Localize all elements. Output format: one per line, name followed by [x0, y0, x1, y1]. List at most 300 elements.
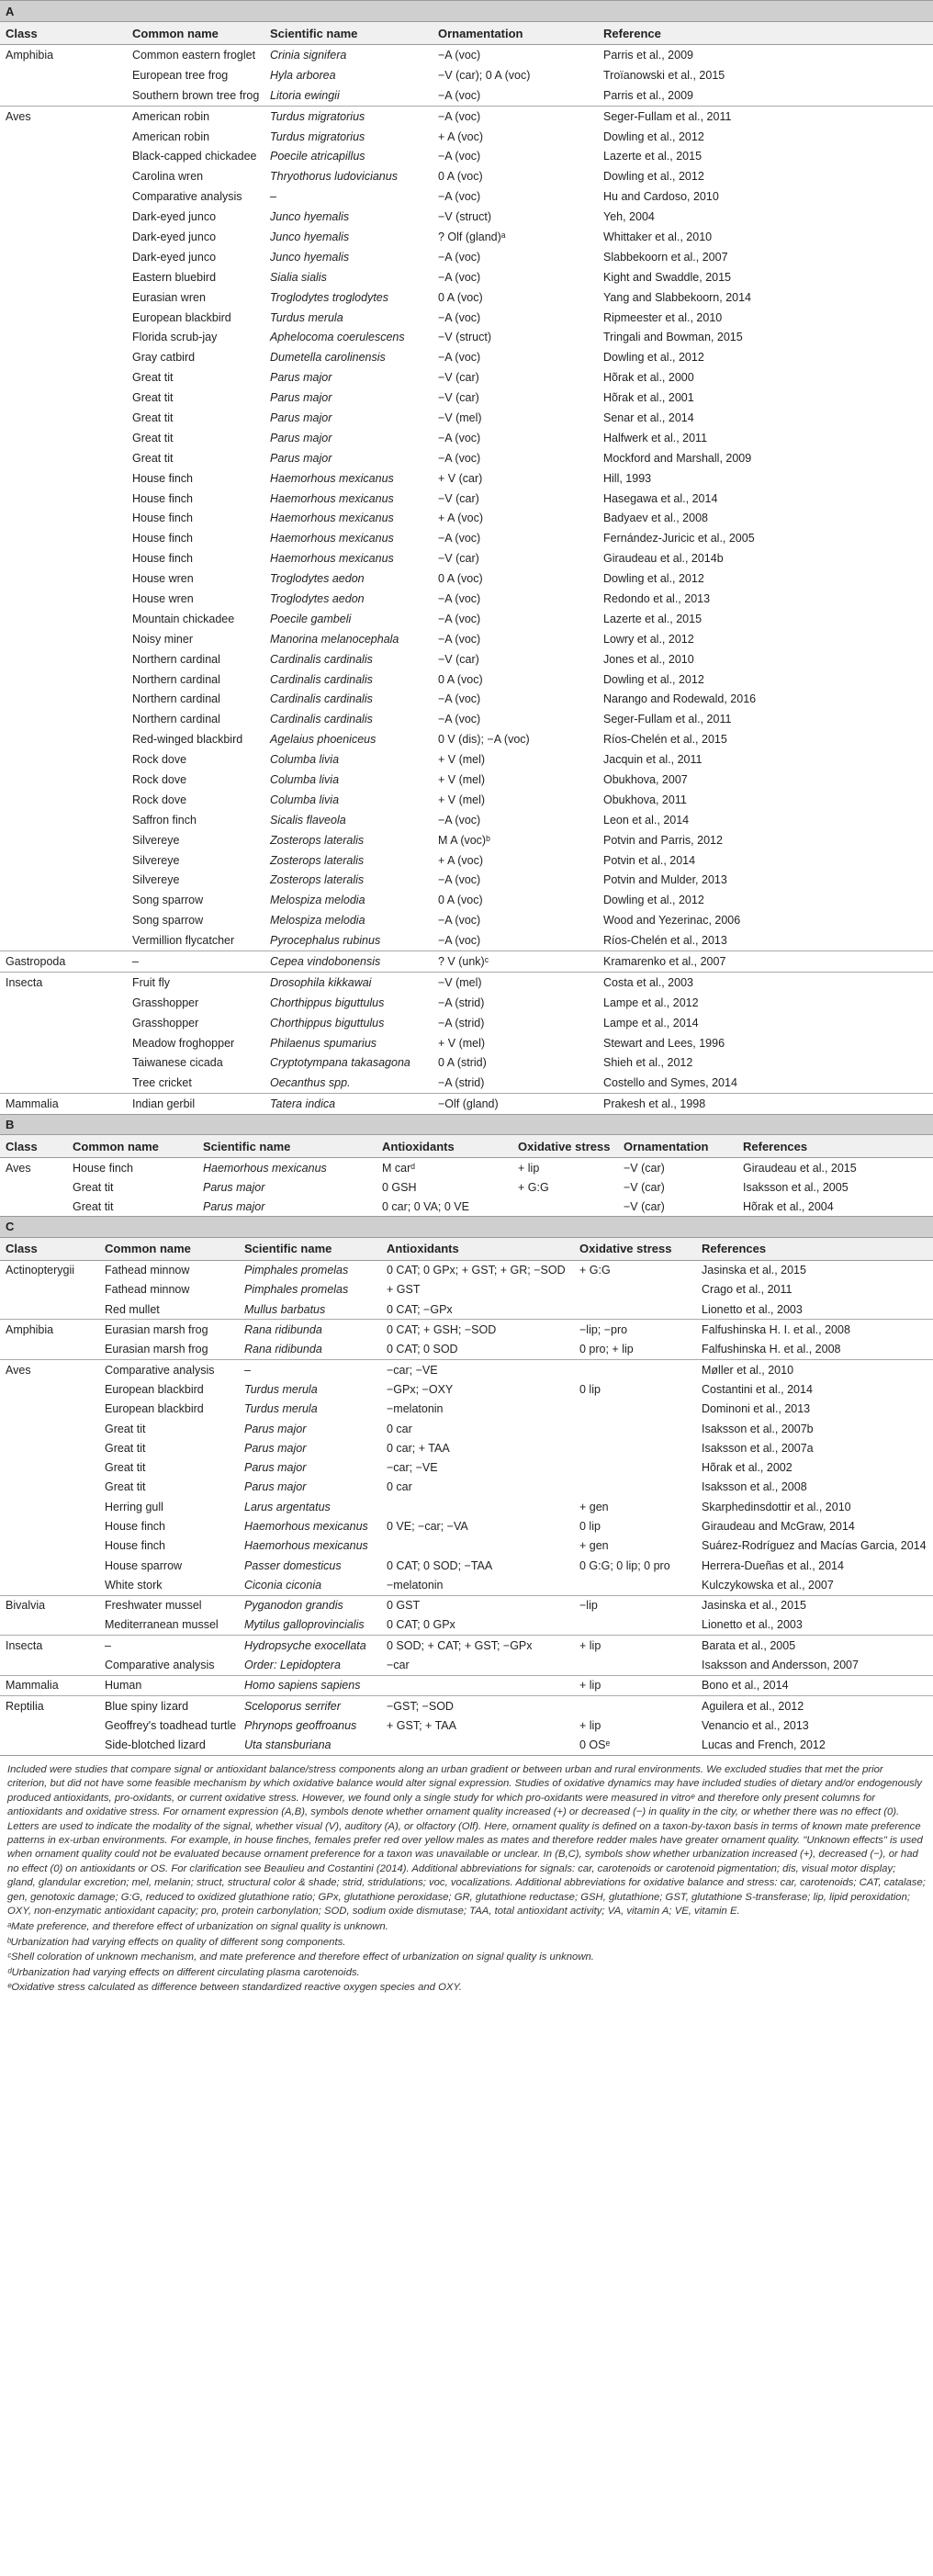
table-cell: −V (struct)	[438, 331, 491, 344]
table-cell: Hõrak et al., 2001	[603, 391, 694, 405]
table-cell: House finch	[132, 532, 194, 546]
table-cell: Carolina wren	[132, 170, 204, 184]
table-cell: Florida scrub-jay	[132, 331, 218, 344]
table-cell	[0, 609, 127, 629]
table-cell: Dowling et al., 2012	[603, 572, 704, 586]
table-cell	[0, 327, 127, 347]
table-cell: Costa et al., 2003	[598, 972, 933, 992]
table-cell	[0, 388, 127, 408]
table-cell: −A (voc)	[433, 106, 598, 126]
table-row	[0, 287, 933, 308]
column-header: Class	[0, 1135, 67, 1158]
table-cell: Narango and Rodewald, 2016	[603, 692, 757, 706]
table-cell	[0, 508, 127, 528]
table-cell: Junco hyemalis	[270, 210, 350, 224]
table-cell: Northern cardinal	[132, 672, 220, 686]
table-cell	[0, 65, 127, 85]
section-label: B	[0, 1115, 933, 1135]
table-cell	[0, 649, 127, 669]
table-cell: Vermillion flycatcher	[132, 934, 235, 948]
table-cell: Shieh et al., 2012	[603, 1056, 693, 1070]
table-cell: House wren	[132, 591, 194, 605]
table-cell	[0, 1438, 99, 1457]
table-cell: Noisy miner	[132, 632, 193, 646]
table-cell: Bono et al., 2014	[696, 1675, 933, 1695]
table-row	[0, 589, 933, 609]
table-cell: House wren	[132, 572, 194, 586]
column-header: Antioxidants	[377, 1135, 512, 1158]
table-cell: Insecta	[0, 972, 127, 992]
table-cell: −A (voc)	[438, 48, 481, 62]
table-cell: Geoffrey's toadhead turtle	[105, 1718, 237, 1732]
table-cell: −V (car)	[438, 491, 479, 505]
table-cell: Rana ridibunda	[244, 1343, 322, 1356]
table-row	[0, 1457, 933, 1477]
table-cell: Uta stansburiana	[244, 1738, 332, 1752]
table-cell	[381, 1675, 574, 1695]
table-row	[0, 871, 933, 891]
table-cell	[0, 871, 127, 891]
table-cell: Venancio et al., 2013	[702, 1718, 809, 1732]
table-cell	[0, 1053, 127, 1074]
table-cell: Prakesh et al., 1998	[598, 1094, 933, 1114]
table-cell	[574, 1359, 696, 1379]
table-cell: Seger-Fullam et al., 2011	[598, 106, 933, 126]
table-cell	[0, 810, 127, 830]
table-row	[0, 1478, 933, 1497]
table-cell	[381, 1536, 574, 1556]
table-cell: −lip; −pro	[574, 1320, 696, 1340]
table-row	[0, 629, 933, 649]
table-row	[0, 850, 933, 871]
table-cell: Falfushinska H. et al., 2008	[702, 1343, 841, 1356]
column-header: Scientific name	[264, 22, 433, 45]
table-cell	[574, 1478, 696, 1497]
table-cell: European blackbird	[132, 310, 231, 324]
table-cell: 0 A (voc)	[438, 572, 483, 586]
table-cell: Senar et al., 2014	[603, 411, 694, 424]
table-cell: + gen	[579, 1500, 609, 1513]
table-cell: Pyganodon grandis	[239, 1595, 381, 1615]
table-cell	[0, 287, 127, 308]
table-cell: Kight and Swaddle, 2015	[603, 270, 731, 284]
table-cell: 0 lip	[579, 1520, 601, 1533]
table-row	[0, 1197, 933, 1216]
column-header: References	[696, 1237, 933, 1260]
table-cell: Potvin and Parris, 2012	[603, 833, 723, 847]
column-header: Ornamentation	[618, 1135, 737, 1158]
table-cell: Aves	[0, 106, 127, 126]
table-cell: −A (voc)	[438, 150, 481, 163]
table-cell: Ríos-Chelén et al., 2015	[603, 733, 727, 747]
table-cell: Lionetto et al., 2003	[702, 1302, 803, 1316]
table-cell: 0 A (voc)	[438, 170, 483, 184]
table-cell	[0, 428, 127, 448]
table-cell	[0, 528, 127, 548]
table-cell: Mammalia	[0, 1675, 99, 1695]
table-cell	[0, 1536, 99, 1556]
table-cell: Lazerte et al., 2015	[603, 612, 703, 625]
table-row	[0, 1736, 933, 1755]
table-cell: European blackbird	[105, 1402, 204, 1416]
table-cell: Northern cardinal	[132, 692, 220, 706]
table-cell	[0, 1280, 99, 1299]
table-cell: Rock dove	[132, 793, 187, 806]
table-cell: Jones et al., 2010	[603, 652, 694, 666]
table-cell: Cardinalis cardinalis	[270, 713, 373, 726]
table-cell: Human	[99, 1675, 239, 1695]
table-cell	[0, 1340, 99, 1360]
table-cell: Mockford and Marshall, 2009	[603, 451, 752, 465]
table-row	[0, 468, 933, 489]
table-cell	[574, 1299, 696, 1320]
table-cell: 0 G:G; 0 lip; 0 pro	[579, 1558, 670, 1572]
table-cell: House finch	[132, 491, 194, 505]
table-cell	[0, 930, 127, 951]
table-cell: Melospiza melodia	[270, 894, 365, 907]
table-row	[0, 729, 933, 749]
table-row	[0, 548, 933, 568]
table-cell: Great tit	[105, 1480, 146, 1494]
table-cell: −V (mel)	[433, 972, 598, 992]
table-cell	[0, 993, 127, 1013]
table-cell: Rock dove	[132, 753, 187, 767]
footnote-main: Included were studies that compare signal or antioxidant balance/stress components along an urban gradient or between urban and rural environments. We excluded studies that met the prior criterion, but did not have some feasible mechanism by which oxidative balance would alter signal expression. Studies of oxidative dynamics may have included studies of dietary and/or endogenously produced antioxidants, pro-oxidants, or current oxidative stress. However, we found only a single study for which pro-oxidants were measured in vitroᵉ and therefore only present columns for antioxidants and oxidative stress. For ornament expression (A,B), symbols denote whether ornament quality increased (+) or decreased (−) in quality in the city, or whether there was no effect (0). Letters are used to indicate the modality of the signal, whether visual (V), auditory (A), or olfactory (Olf). Here, ornament quality is defined on a taxon-by-taxon basis in terms of known mate preference patterns in ex-urban environments. For example, in house finches, females prefer red over yellow males as mates and therefore redder males have greater ornament quality. "Unknown effects" is used when ornament quality could not be evaluated because ornament preference for a taxon was unavailable or unclear. In (B,C), symbols show whether urbanization increased (+), decreased (−), or had no effect (0) on antioxidants or OS. For clarification see Beaulieu and Costantini (2014). Additional abbreviations for signals: car, carotenoids or carotenoid pigmentation; dis, visual motor display; gland, glandular excretion; mel, melanin; struct, structural color & shade; strid, stridulations; voc, vocalizations. Additional abbreviations for oxidative balance and stress: car, carotenoids; CAT, catalase; gen, genotoxic damage; G:G, reduced to oxidized glutathione ratio; GPx, glutathione peroxidase; GR, glutathione reductase; GSH, glutathione; GST, glutathione S-transferase; lip, lipid peroxidation; OXY, non-enzymatic antioxidant capacity; pro, protein carbonylation; SOD, sodium oxide dismutase; TAA, total antioxidant activity; VA, vitamin A; VE, vitamin E.	[7, 1763, 926, 1917]
table-cell: 0 OSᵉ	[579, 1738, 611, 1752]
table-cell: + GST; + TAA	[387, 1718, 456, 1732]
table-row	[0, 127, 933, 147]
table-cell: −A (voc)	[438, 591, 481, 605]
table-cell: −lip	[574, 1595, 696, 1615]
table-cell: Yang and Slabbekoorn, 2014	[603, 290, 752, 304]
table-cell: Amphibia	[0, 1320, 99, 1340]
table-row	[0, 1177, 933, 1197]
table-row	[0, 690, 933, 710]
table-cell: Bivalvia	[0, 1595, 99, 1615]
table-cell: Comparative analysis	[99, 1359, 239, 1379]
table-cell: Poecile gambeli	[270, 612, 352, 625]
table-cell: Parus major	[244, 1441, 307, 1455]
table-cell: Hydropsyche exocellata	[239, 1636, 381, 1656]
table-cell	[0, 850, 127, 871]
table-cell: −V (car)	[624, 1199, 665, 1213]
column-header: Oxidative stress	[512, 1135, 618, 1158]
table-cell: Costello and Symes, 2014	[603, 1076, 737, 1090]
table-cell: Crago et al., 2011	[702, 1283, 792, 1297]
table-cell: 0 lip	[579, 1382, 601, 1396]
table-cell: −A (voc)	[438, 632, 481, 646]
table-cell: Zosterops lateralis	[270, 853, 365, 867]
table-cell: Northern cardinal	[132, 713, 220, 726]
table-row	[0, 790, 933, 810]
table-cell	[0, 1073, 127, 1093]
table-row	[0, 85, 933, 106]
table-cell: −A (voc)	[438, 310, 481, 324]
table-cell: Columba livia	[270, 773, 340, 786]
table-cell: Troglodytes aedon	[270, 572, 365, 586]
table-cell: Manorina melanocephala	[270, 632, 399, 646]
section-label: C	[0, 1217, 933, 1237]
table-cell: Taiwanese cicada	[132, 1056, 223, 1070]
table-cell: + lip	[574, 1675, 696, 1695]
table-cell: −A (voc)	[438, 612, 481, 625]
table-cell	[381, 1736, 574, 1755]
table-row	[0, 910, 933, 930]
footnote-b: ᵇUrbanization had varying effects on quality of different song components.	[7, 1936, 346, 1948]
table-cell: Badyaev et al., 2008	[603, 512, 708, 525]
table-cell: Aguilera et al., 2012	[696, 1696, 933, 1716]
table-cell: Halfwerk et al., 2011	[603, 431, 708, 444]
table-cell: Giraudeau and McGraw, 2014	[702, 1520, 855, 1533]
table-cell: Rana ridibunda	[239, 1320, 381, 1340]
table-cell: Sicalis flaveola	[270, 813, 346, 827]
table-cell: −car	[387, 1659, 410, 1672]
table-cell	[0, 1615, 99, 1636]
table-cell: White stork	[105, 1578, 163, 1592]
table-cell: House finch	[132, 512, 194, 525]
table-cell: 0 SOD; + CAT; + GST; −GPx	[381, 1636, 574, 1656]
table-cell: Ripmeester et al., 2010	[603, 310, 723, 324]
table-cell	[0, 227, 127, 247]
table-cell: Haemorhous mexicanus	[270, 532, 394, 546]
table-cell: 0 CAT; 0 GPx	[387, 1618, 455, 1632]
table-cell	[0, 308, 127, 328]
footnote-d: ᵈUrbanization had varying effects on different circulating plasma carotenoids.	[7, 1966, 360, 1978]
table-cell: Dumetella carolinensis	[270, 351, 386, 365]
table-row	[0, 1260, 933, 1280]
table-row	[0, 1556, 933, 1575]
table-cell: + lip	[579, 1718, 601, 1732]
table-cell: −A (strid)	[438, 996, 485, 1009]
table-row	[0, 347, 933, 367]
table-cell: Oecanthus spp.	[270, 1076, 351, 1090]
table-cell: 0 CAT; + GSH; −SOD	[381, 1320, 574, 1340]
table-row	[0, 1094, 933, 1114]
table-cell: Silvereye	[132, 853, 180, 867]
table-cell: Hill, 1993	[603, 471, 652, 485]
table-cell: Ríos-Chelén et al., 2013	[603, 934, 727, 948]
table-cell: Comparative analysis	[132, 190, 242, 204]
table-cell: −A (voc)	[438, 692, 481, 706]
table-cell: Great tit	[105, 1422, 146, 1435]
table-cell	[0, 489, 127, 509]
table-row	[0, 1158, 933, 1178]
table-cell: −GST; −SOD	[381, 1696, 574, 1716]
table-cell: −A (voc)	[438, 190, 481, 204]
table-cell: Northern cardinal	[132, 652, 220, 666]
table-cell: American robin	[132, 129, 210, 143]
table-cell: Isaksson et al., 2008	[702, 1480, 807, 1494]
table-cell	[512, 1197, 618, 1216]
table-cell: −A (voc)	[438, 713, 481, 726]
table-cell: −A (voc)	[438, 914, 481, 928]
table-cell: 0 car	[387, 1480, 412, 1494]
table-cell: Great tit	[105, 1441, 146, 1455]
table-cell: –	[239, 1359, 381, 1379]
table-row	[0, 972, 933, 992]
table-cell: 0 GST	[381, 1595, 574, 1615]
table-cell: M carᵈ	[382, 1161, 415, 1175]
table-cell	[0, 448, 127, 468]
table-cell: −V (mel)	[438, 411, 482, 424]
table-section-a	[0, 0, 933, 1114]
table-row	[0, 1536, 933, 1556]
table-cell: Hõrak et al., 2000	[603, 371, 694, 385]
table-cell: Sialia sialis	[270, 270, 327, 284]
table-cell: + lip	[574, 1636, 696, 1656]
column-header: Scientific name	[197, 1135, 377, 1158]
column-header: References	[737, 1135, 933, 1158]
table-cell: Eurasian wren	[132, 290, 206, 304]
section-label: A	[0, 1, 933, 22]
table-cell	[0, 790, 127, 810]
table-row	[0, 1438, 933, 1457]
table-row	[0, 1595, 933, 1615]
table-row	[0, 1715, 933, 1735]
table-cell: Eastern bluebird	[132, 270, 217, 284]
table-cell	[0, 1556, 99, 1575]
table-cell	[0, 910, 127, 930]
table-row	[0, 106, 933, 126]
table-row	[0, 1320, 933, 1340]
table-row	[0, 528, 933, 548]
table-cell	[0, 1299, 99, 1320]
table-cell: Gastropoda	[0, 951, 127, 973]
table-row	[0, 1340, 933, 1360]
table-cell: Dowling et al., 2012	[603, 129, 704, 143]
table-cell: Giraudeau et al., 2015	[743, 1161, 857, 1175]
table-cell: Jasinska et al., 2015	[696, 1595, 933, 1615]
table-cell: European blackbird	[105, 1382, 204, 1396]
table-cell	[574, 1419, 696, 1438]
table-cell	[0, 1575, 99, 1595]
table-cell: −V (car)	[438, 652, 479, 666]
table-cell	[574, 1457, 696, 1477]
table-cell: −melatonin	[387, 1578, 444, 1592]
table-cell: −Olf (gland)	[433, 1094, 598, 1114]
table-cell: Indian gerbil	[127, 1094, 264, 1114]
table-cell: Aves	[6, 1161, 31, 1175]
table-cell: Silvereye	[132, 873, 180, 887]
table-row	[0, 830, 933, 850]
table-cell	[0, 709, 127, 729]
table-cell: Dark-eyed junco	[132, 210, 217, 224]
table-cell	[0, 830, 127, 850]
table-cell: American robin	[127, 106, 264, 126]
table-cell: −A (voc)	[438, 934, 481, 948]
table-cell: + GST	[387, 1283, 421, 1297]
table-cell: + V (car)	[438, 471, 483, 485]
table-cell	[0, 1478, 99, 1497]
table-row	[0, 428, 933, 448]
table-cell: Parus major	[244, 1480, 307, 1494]
table-row	[0, 267, 933, 287]
table-row	[0, 65, 933, 85]
table-cell: Chorthippus biguttulus	[270, 996, 385, 1009]
table-cell: Turdus merula	[244, 1382, 318, 1396]
column-header: Ornamentation	[433, 22, 598, 45]
table-cell: Great tit	[132, 411, 174, 424]
table-cell: 0 pro; + lip	[579, 1343, 634, 1356]
column-header: Class	[0, 1237, 99, 1260]
table-cell	[0, 629, 127, 649]
table-row	[0, 649, 933, 669]
table-cell: Isaksson et al., 2005	[743, 1180, 849, 1194]
table-row	[0, 749, 933, 770]
table-cell: + A (voc)	[438, 853, 483, 867]
table-cell: House finch	[132, 552, 194, 566]
table-cell: −V (car)	[438, 371, 479, 385]
table-row	[0, 1696, 933, 1716]
table-cell	[0, 408, 127, 428]
table-cell: House finch	[105, 1520, 166, 1533]
table-cell	[0, 1736, 99, 1755]
table-cell: Chorthippus biguttulus	[270, 1016, 385, 1029]
table-cell: + lip	[518, 1161, 540, 1175]
table-cell	[0, 770, 127, 790]
table-cell: Haemorhous mexicanus	[244, 1539, 368, 1553]
column-header: Class	[0, 22, 127, 45]
table-cell: Hu and Cardoso, 2010	[603, 190, 719, 204]
table-cell: Haemorhous mexicanus	[203, 1161, 327, 1175]
column-header: Reference	[598, 22, 933, 45]
table-cell	[0, 85, 127, 106]
table-cell: Potvin et al., 2014	[603, 853, 696, 867]
table-cell: Dark-eyed junco	[132, 250, 217, 264]
table-cell: Kulczykowska et al., 2007	[702, 1578, 834, 1592]
table-cell: Side-blotched lizard	[105, 1738, 206, 1752]
table-cell: Møller et al., 2010	[696, 1359, 933, 1379]
table-cell	[0, 1400, 99, 1419]
table-cell: −melatonin	[387, 1402, 444, 1416]
table-cell: −V (struct)	[438, 210, 491, 224]
table-cell: Cryptotympana takasagona	[270, 1056, 410, 1070]
table-cell: Cepea vindobonensis	[264, 951, 433, 973]
table-cell: 0 car	[387, 1422, 412, 1435]
table-cell	[574, 1615, 696, 1636]
table-cell: Mytilus galloprovincialis	[244, 1618, 365, 1632]
table-cell: Herrera-Dueñas et al., 2014	[702, 1558, 844, 1572]
table-cell: 0 car; 0 VA; 0 VE	[382, 1199, 469, 1213]
table-cell: Mediterranean mussel	[105, 1618, 219, 1632]
table-row	[0, 1516, 933, 1535]
table-cell	[0, 1655, 99, 1675]
table-row	[0, 1636, 933, 1656]
table-cell: Dominoni et al., 2013	[702, 1402, 811, 1416]
table-cell: + V (mel)	[438, 753, 486, 767]
table-cell: Redondo et al., 2013	[603, 591, 711, 605]
table-cell: Hõrak et al., 2002	[702, 1461, 792, 1475]
table-cell: 0 VE; −car; −VA	[387, 1520, 468, 1533]
table-cell: Agelaius phoeniceus	[270, 733, 377, 747]
table-cell: Dowling et al., 2012	[603, 170, 704, 184]
table-cell: Haemorhous mexicanus	[270, 491, 394, 505]
table-cell: −V (car)	[438, 391, 479, 405]
table-cell: Whittaker et al., 2010	[603, 230, 713, 243]
table-cell: 0 CAT; 0 SOD	[387, 1343, 458, 1356]
table-cell: Haemorhous mexicanus	[244, 1520, 368, 1533]
table-cell: Columba livia	[270, 793, 340, 806]
table-cell: Jacquin et al., 2011	[603, 753, 703, 767]
table-cell	[0, 729, 127, 749]
table-cell: Cardinalis cardinalis	[270, 692, 373, 706]
table-cell: Lampe et al., 2012	[603, 996, 699, 1009]
table-cell: House sparrow	[105, 1558, 183, 1572]
table-cell	[0, 1033, 127, 1053]
table-cell	[0, 749, 127, 770]
table-cell: Lampe et al., 2014	[603, 1016, 699, 1029]
table-cell: Isaksson et al., 2007b	[702, 1422, 814, 1435]
